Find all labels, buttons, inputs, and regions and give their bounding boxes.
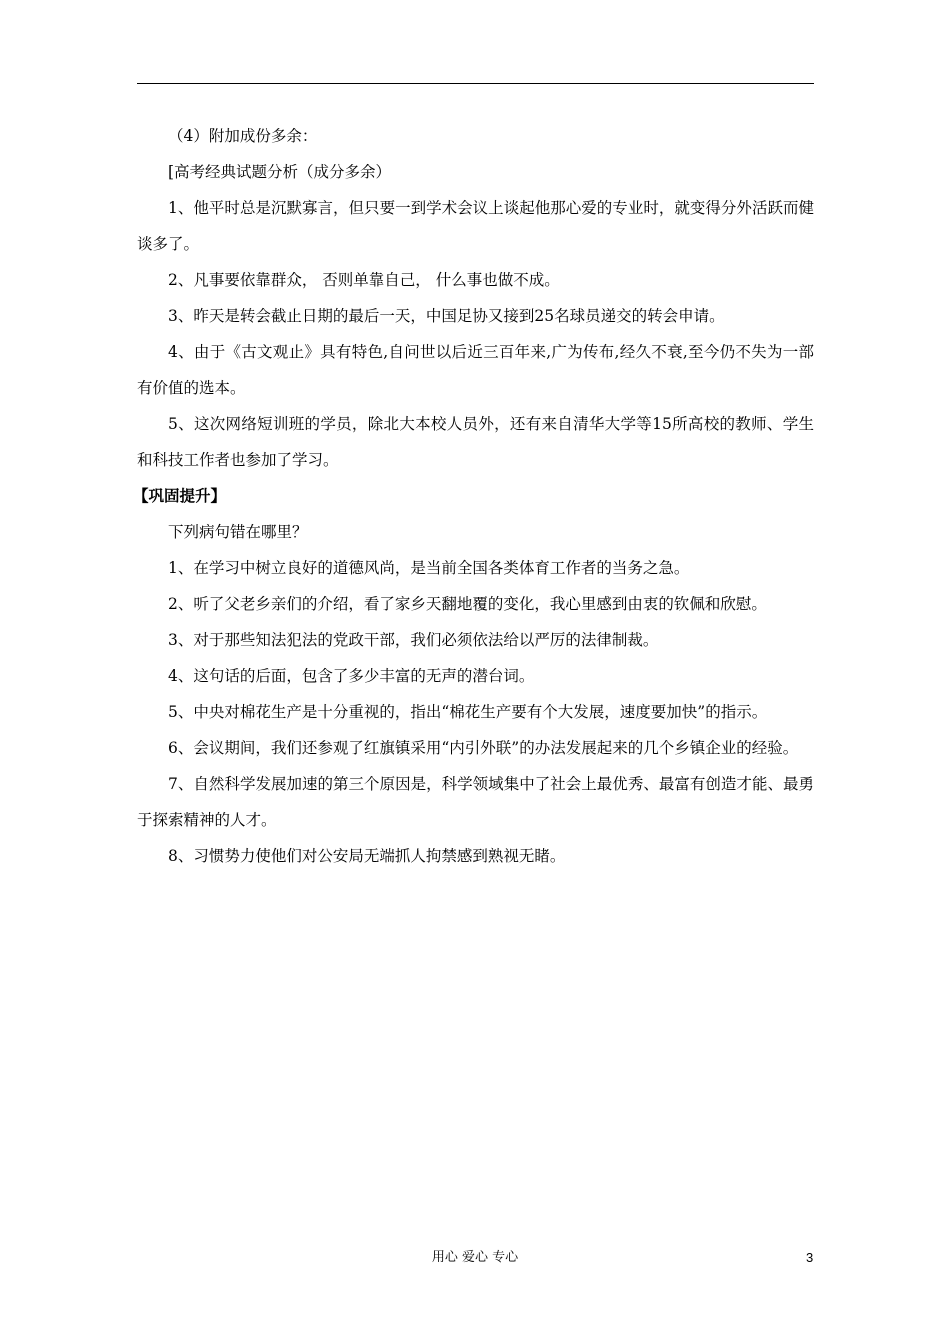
exercise-prompt: 下列病句错在哪里？ [168,523,308,541]
list-item: 4、这句话的后面，包含了多少丰富的无声的潜台词。 [168,667,535,685]
list-item: 3、对于那些知法犯法的党政干部，我们必须依法给以严厉的法律制裁。 [168,631,659,649]
list-item: 7、自然科学发展加速的第三个原因是，科学领域集中了社会上最优秀、最富有创造才能、最勇于探索精神的人才。 [137,775,814,829]
consolidation-heading: 【巩固提升】 [133,487,227,505]
footer-slogan: 用心 爱心 专心 [431,1250,519,1265]
page-number: 3 [806,1250,814,1265]
list-item: 5、这次网络短训班的学员，除北大本校人员外，还有来自清华大学等15所高校的教师、学生和科技工作者也参加了学习。 [137,415,814,469]
header-rule [137,83,814,84]
document-body [133,118,814,874]
list-item: 5、中央对棉花生产是十分重视的，指出“棉花生产要有个大发展，速度要加快”的指示。 [168,703,768,721]
list-item: 6、会议期间，我们还参观了红旗镇采用“内引外联”的办法发展起来的几个乡镇企业的经验。 [168,739,799,757]
list-item: 4、由于《古文观止》具有特色,自问世以后近三百年来,广为传布,经久不衰,至今仍不失为一部有价值的选本。 [137,343,814,397]
list-item: 2、凡事要依靠群众， 否则单靠自己， 什么事也做不成。 [168,271,560,289]
list-item: 2、听了父老乡亲们的介绍，看了家乡天翻地覆的变化，我心里感到由衷的钦佩和欣慰。 [168,595,767,613]
list-item: 8、习惯势力使他们对公安局无端抓人拘禁感到熟视无睹。 [168,847,566,865]
section-heading: （4）附加成份多余： [168,127,318,145]
list-item: 3、昨天是转会截止日期的最后一天，中国足协又接到25名球员递交的转会申请。 [168,307,725,325]
list-item: 1、他平时总是沉默寡言，但只要一到学术会议上谈起他那心爱的专业时，就变得分外活跃而健谈多了。 [137,199,814,253]
section-subheading: [高考经典试题分析（成分多余） [168,163,392,181]
list-item: 1、在学习中树立良好的道德风尚，是当前全国各类体育工作者的当务之急。 [168,559,690,577]
